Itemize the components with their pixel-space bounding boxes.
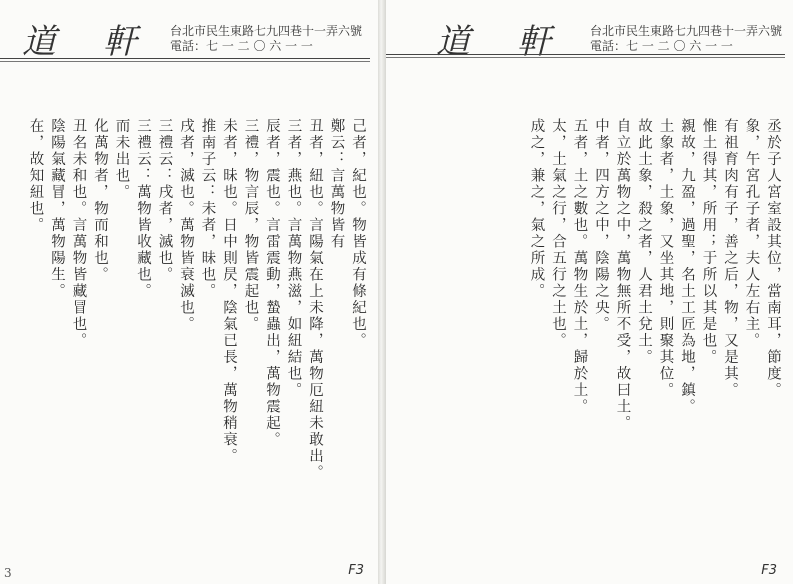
book-gutter	[378, 0, 386, 584]
header-rule	[0, 58, 370, 59]
text-column: 丑名未和也。言萬物皆藏冒也。	[70, 118, 87, 349]
page-number: F3	[761, 563, 777, 578]
page-number: F3	[348, 563, 364, 578]
text-column: 三禮云：戌者，滅也。	[156, 118, 173, 283]
text-column: 惟土得其，所用；于所以其是也。	[700, 118, 717, 366]
text-column: 三者，燕也。言萬物燕滋，如紐結也。	[285, 118, 302, 399]
text-column: 中者，四方之中，陰陽之央。	[593, 118, 609, 333]
header-rule	[386, 54, 785, 55]
letterhead-left	[0, 10, 378, 80]
text-column: 有祖育肉有子，善之后，物，又是其。	[722, 118, 738, 399]
text-column: 親故，九盈，過聖，名土工匠為地，鎮。	[679, 118, 695, 415]
text-column: 太，土氣之行，合五行之土也。	[550, 118, 566, 349]
text-column: 丑者，紐也。言陽氣在上未降，萬物厄紐未敢出。	[307, 118, 323, 481]
text-column: 象，午宮孔子者，夫人左右主。	[743, 118, 760, 349]
text-column: 土象者，土象，又坐其地，則聚其位。	[657, 118, 674, 399]
text-column: 化萬物者，物而和也。	[92, 118, 108, 283]
text-column: 陰陽氣藏冒，萬物陽生。	[49, 118, 65, 300]
letterhead-phone: 電話：七 一 二 〇 六 一 一	[590, 39, 733, 53]
letterhead-address: 台北市民生東路七九四巷十一弄六號	[170, 24, 363, 38]
text-column: 丞於子人宮室設其位，當南耳，節度。	[765, 118, 781, 399]
right-page	[386, 0, 793, 584]
letterhead-address: 台北市民生東路七九四巷十一弄六號	[590, 24, 783, 38]
text-column: 三禮云：萬物皆收藏也。	[135, 118, 151, 300]
left-page-text	[18, 118, 368, 560]
letterhead-address-block	[170, 24, 362, 54]
text-column: 在，故知紐也。	[27, 118, 44, 234]
text-column: 成之，兼之，氣之所成。	[528, 118, 545, 300]
letterhead-logo: 道 軒	[436, 22, 569, 62]
letterhead-right	[386, 10, 793, 80]
text-column: 未者，昧也。日中則昃，陰氣已長，萬物稍衰。	[221, 118, 237, 465]
text-column: 自立於萬物之中，萬物無所不受，故曰土。	[614, 118, 631, 432]
letterhead-logo: 道 軒	[22, 22, 155, 62]
text-column: 五者，土之數也。萬物生於土，歸於土。	[571, 118, 588, 415]
margin-mark: 3	[4, 566, 12, 580]
text-column: 故此土象，殺之者，人君土兌土。	[636, 118, 652, 366]
header-rule-thin	[0, 61, 370, 62]
letterhead-phone: 電話：七 一 二 〇 六 一 一	[170, 39, 313, 53]
header-rule-thin	[386, 57, 785, 58]
text-column: 而未出也。	[113, 118, 130, 201]
text-column: 鄭云：言萬物皆有	[328, 118, 345, 250]
right-page-text	[403, 118, 783, 560]
letterhead-address-block	[590, 24, 782, 54]
text-column: 辰者，震也。言雷震動，蟄蟲出，萬物震起。	[264, 118, 280, 448]
text-column: 推南子云：未者，昧也。	[199, 118, 216, 300]
text-column: 己者，紀也。物皆成有條紀也。	[350, 118, 366, 349]
left-page	[0, 0, 378, 584]
text-column: 三禮，物言辰，物皆震起也。	[242, 118, 259, 333]
text-column: 戌者，滅也。萬物皆衰滅也。	[178, 118, 194, 333]
